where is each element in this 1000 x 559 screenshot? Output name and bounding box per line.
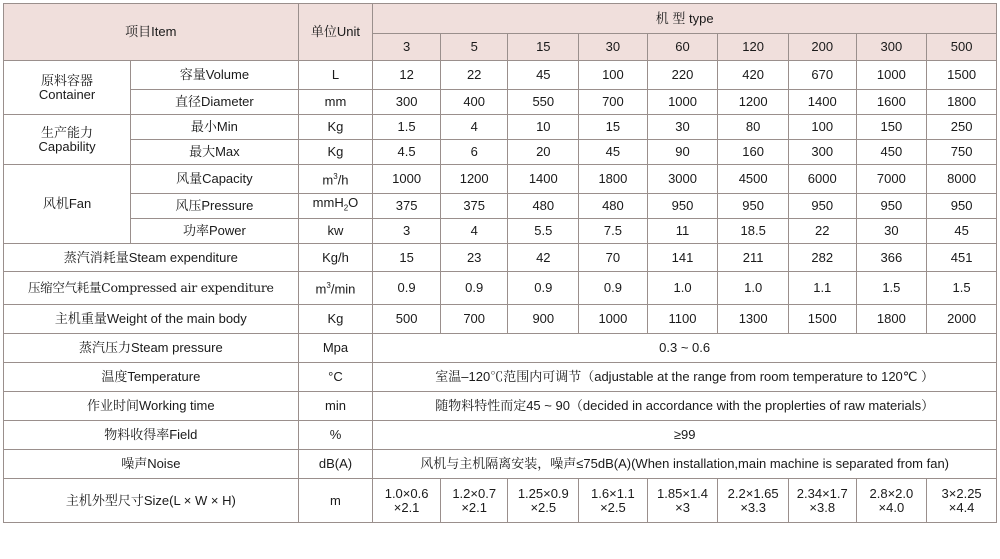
value-cell: 250 [927,115,997,140]
value-cell: 80 [718,115,789,140]
size-line-1: 1.85×1.4 [657,485,709,501]
unit-sup: 3 [333,172,338,182]
value-cell: 4 [440,219,508,244]
group-label-cn: 原料容器 [41,72,94,88]
type-30: 30 [579,34,648,61]
row-label: 风量Capacity [131,165,299,194]
size-line-2: ×2.1 [393,499,420,515]
value-cell: 300 [788,140,856,165]
value-cell: 950 [718,194,789,219]
group-container [4,61,131,115]
value-cell: 150 [856,115,927,140]
value-cell: 366 [856,244,927,272]
value-cell: 10 [508,115,579,140]
value-cell: 4.5 [373,140,441,165]
row-label: 温度Temperature [4,363,299,392]
table-row [4,450,997,479]
table-row [4,305,997,334]
value-cell: 1.1 [788,272,856,305]
value-cell: 420 [718,61,789,90]
value-cell: 0.9 [508,272,579,305]
row-label: 最小Min [131,115,299,140]
row-label: 直径Diameter [131,90,299,115]
value-cell: 160 [718,140,789,165]
value-cell: 1.0 [718,272,789,305]
value-cell: 1100 [647,305,718,334]
unit-cell: °C [298,363,373,392]
spec-table-container [3,3,997,523]
value-cell: 700 [440,305,508,334]
header-type: 机 型 type [373,4,997,34]
value-cell: 8000 [927,165,997,194]
row-label: 风压Pressure [131,194,299,219]
value-cell: 45 [927,219,997,244]
row-label: 主机重量Weight of the main body [4,305,299,334]
value-cell: 30 [647,115,718,140]
table-row [4,140,997,165]
value-cell: 400 [440,90,508,115]
unit-cell: Kg [298,140,373,165]
value-cell: 90 [647,140,718,165]
value-cell: 450 [856,140,927,165]
value-cell: 22 [440,61,508,90]
size-line-1: 3×2.25 [941,485,982,501]
size-line-2: ×4.4 [948,499,975,515]
value-cell: 100 [788,115,856,140]
value-cell: 1200 [718,90,789,115]
group-fan: 风机Fan [4,165,131,244]
table-row [4,219,997,244]
value-cell: 1300 [718,305,789,334]
unit-cell: Mpa [298,334,373,363]
value-cell: 1000 [647,90,718,115]
size-line-1: 1.6×1.1 [591,485,635,501]
value-cell: 15 [579,115,648,140]
value-cell: 750 [927,140,997,165]
value-cell: 11 [647,219,718,244]
value-cell [718,479,789,523]
row-label: 作业时间Working time [4,392,299,421]
value-cell: 42 [508,244,579,272]
unit-cell: % [298,421,373,450]
row-label: 蒸汽压力Steam pressure [4,334,299,363]
value-cell [508,479,579,523]
row-label: 压缩空气耗量Compressed air expenditure [4,272,299,305]
value-cell: 700 [579,90,648,115]
group-label-en: Capability [38,138,96,154]
header-item: 项目Item [4,4,299,61]
value-cell: 500 [373,305,441,334]
table-row [4,421,997,450]
unit-cell: dB(A) [298,450,373,479]
unit-sub: 2 [343,203,349,213]
type-300: 300 [856,34,927,61]
row-label: 蒸汽消耗量Steam expenditure [4,244,299,272]
table-row [4,61,997,90]
spec-table [3,3,997,523]
row-label: 最大Max [131,140,299,165]
type-500: 500 [927,34,997,61]
unit-cell: m [298,479,373,523]
value-cell: 7000 [856,165,927,194]
unit-sup: 3 [326,281,331,291]
size-line-1: 1.2×0.7 [452,485,497,501]
value-cell: 15 [373,244,441,272]
row-label: 容量Volume [131,61,299,90]
group-label-cn: 生产能力 [41,124,94,140]
value-cell: 282 [788,244,856,272]
value-cell [927,479,997,523]
value-cell: 480 [508,194,579,219]
value-cell: 1800 [579,165,648,194]
unit-tail: /min [330,281,356,297]
size-line-1: 2.34×1.7 [796,485,848,501]
value-cell: 3000 [647,165,718,194]
unit-cell [298,272,373,305]
group-capability [4,115,131,165]
value-cell: 1400 [788,90,856,115]
size-line-2: ×3 [675,499,690,515]
type-5: 5 [440,34,508,61]
group-label-en: Container [38,86,96,102]
table-row [4,115,997,140]
unit-cell: Kg/h [298,244,373,272]
row-label: 噪声Noise [4,450,299,479]
unit-base: m [322,172,334,188]
value-cell: 1500 [788,305,856,334]
value-cell: 1.5 [927,272,997,305]
type-200: 200 [788,34,856,61]
unit-cell: min [298,392,373,421]
unit-cell: Kg [298,305,373,334]
unit-cell: L [298,61,373,90]
type-120: 120 [718,34,789,61]
value-cell: 2000 [927,305,997,334]
value-cell: 20 [508,140,579,165]
type-15: 15 [508,34,579,61]
value-cell: 950 [788,194,856,219]
unit-tail: O [348,195,359,211]
value-cell: 1000 [373,165,441,194]
value-cell: 220 [647,61,718,90]
table-row [4,165,997,194]
table-row [4,363,997,392]
value-cell: 0.3 ~ 0.6 [373,334,997,363]
value-cell: 1800 [927,90,997,115]
value-cell: 1800 [856,305,927,334]
unit-cell: Kg [298,115,373,140]
value-cell: 0.9 [579,272,648,305]
size-line-1: 1.0×0.6 [384,485,429,501]
table-row [4,194,997,219]
size-line-1: 1.25×0.9 [517,485,569,501]
value-cell [788,479,856,523]
table-row [4,334,997,363]
header-unit: 单位Unit [298,4,373,61]
size-line-2: ×2.5 [530,499,557,515]
unit-cell: kw [298,219,373,244]
value-cell [856,479,927,523]
size-line-2: ×2.5 [600,499,626,515]
value-cell: 300 [373,90,441,115]
value-cell: 3 [373,219,441,244]
value-cell: 6000 [788,165,856,194]
value-cell: 1.5 [373,115,441,140]
size-line-2: ×4.0 [878,499,905,515]
value-cell: 0.9 [373,272,441,305]
value-cell: 1000 [856,61,927,90]
value-cell: 23 [440,244,508,272]
unit-cell [298,165,373,194]
table-row [4,90,997,115]
value-cell: 451 [927,244,997,272]
value-cell: 950 [927,194,997,219]
value-cell [373,479,441,523]
value-cell: 70 [579,244,648,272]
value-cell: 1.5 [856,272,927,305]
value-cell: 1000 [579,305,648,334]
size-line-2: ×2.1 [461,499,488,515]
value-cell: 18.5 [718,219,789,244]
value-cell: 211 [718,244,789,272]
value-cell: 22 [788,219,856,244]
type-60: 60 [647,34,718,61]
table-row [4,272,997,305]
row-label: 物料收得率Field [4,421,299,450]
value-cell: 5.5 [508,219,579,244]
value-cell: 4500 [718,165,789,194]
value-cell: 0.9 [440,272,508,305]
value-cell: 7.5 [579,219,648,244]
unit-base: mmH [312,195,344,211]
value-cell [440,479,508,523]
value-cell: 30 [856,219,927,244]
value-cell [579,479,648,523]
table-row [4,392,997,421]
unit-cell [298,194,373,219]
value-cell: 100 [579,61,648,90]
value-cell: 45 [579,140,648,165]
value-cell: 4 [440,115,508,140]
value-cell: 375 [440,194,508,219]
value-cell: 950 [647,194,718,219]
value-cell: 45 [508,61,579,90]
size-line-2: ×3.8 [809,499,836,515]
value-cell: 12 [373,61,441,90]
value-cell: 随物料特性而定45 ~ 90（decided in accordance with the proplerties of raw materials） [373,392,997,421]
value-cell: 375 [373,194,441,219]
table-row [4,244,997,272]
value-cell: 670 [788,61,856,90]
size-line-1: 2.2×1.65 [727,485,779,501]
value-cell: 141 [647,244,718,272]
type-3: 3 [373,34,441,61]
value-cell: 1400 [508,165,579,194]
table-row [4,479,997,523]
value-cell: 1.0 [647,272,718,305]
value-cell: 6 [440,140,508,165]
value-cell: 480 [579,194,648,219]
row-label: 功率Power [131,219,299,244]
value-cell: 风机与主机隔离安装，噪声≤75dB(A)(When installation,main machine is separated from fan) [373,450,997,479]
value-cell: 室温–120℃范围内可调节（adjustable at the range from room temperature to 120℃ ） [373,363,997,392]
unit-cell: mm [298,90,373,115]
value-cell: ≥99 [373,421,997,450]
size-line-2: ×3.3 [740,499,766,515]
value-cell: 550 [508,90,579,115]
value-cell: 1500 [927,61,997,90]
row-label: 主机外型尺寸Size(L × W × H) [4,479,299,523]
value-cell: 1600 [856,90,927,115]
value-cell: 1200 [440,165,508,194]
value-cell [647,479,718,523]
value-cell: 900 [508,305,579,334]
unit-tail: /h [337,172,349,188]
unit-base: m [315,281,327,297]
size-line-1: 2.8×2.0 [869,485,914,501]
value-cell: 950 [856,194,927,219]
